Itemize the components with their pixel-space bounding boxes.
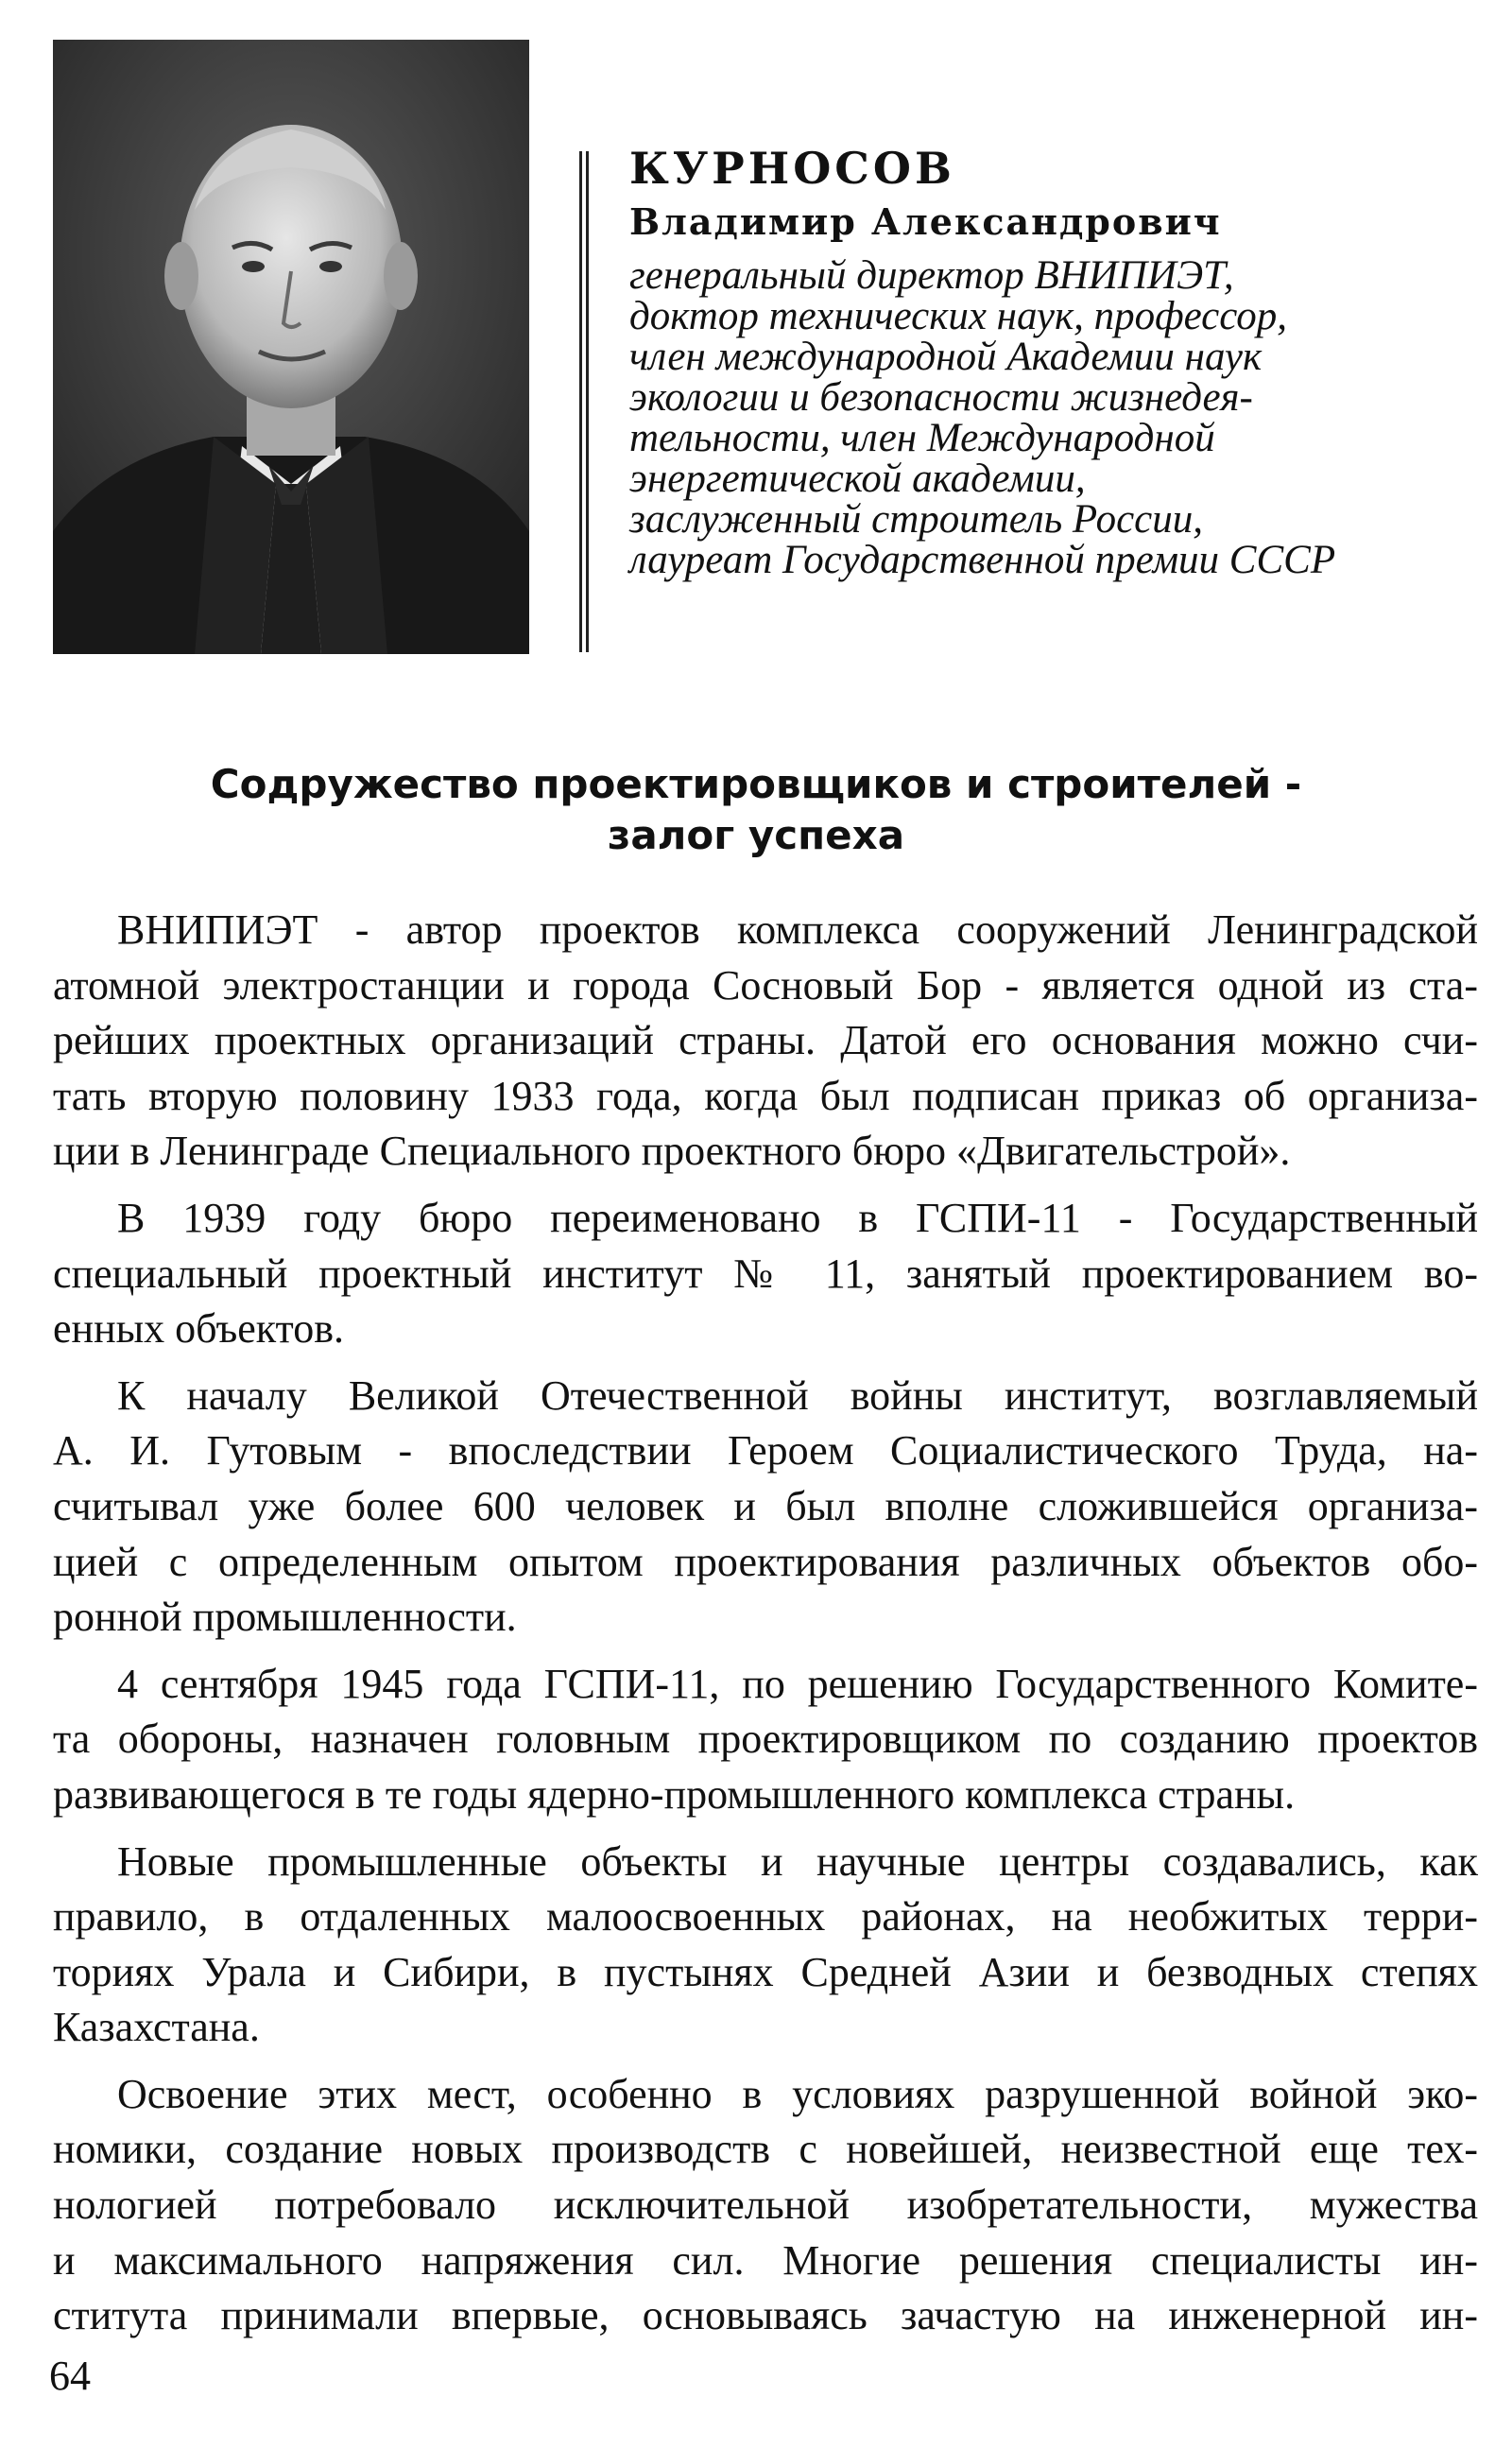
paragraph — [53, 1369, 1478, 1646]
text-line: специальный проектный институт № 11, занятый проектированием во- — [53, 1250, 1478, 1297]
text-line: правило, в отдаленных малоосвоенных районах, на необжитых терри- — [53, 1893, 1478, 1940]
portrait-illustration — [53, 40, 529, 654]
bio-titles — [629, 255, 1480, 580]
text-line: В 1939 году бюро переименовано в ГСПИ-11 - Государственный — [117, 1194, 1478, 1241]
text-line: цией с определенным опытом проектирования различных объектов обо- — [53, 1538, 1478, 1585]
text-line: ториях Урала и Сибири, в пустынях Средней Азии и безводных степях — [53, 1948, 1478, 1995]
text-line: тать вторую половину 1933 года, когда был подписан приказ об организа- — [53, 1072, 1478, 1119]
bio-title-line: заслуженный строитель России, — [629, 497, 1204, 542]
text-line: атомной электростанции и города Сосновый Бор - является одной из ста- — [53, 961, 1478, 1009]
text-line: енных объектов. — [53, 1305, 344, 1353]
text-line: Казахстана. — [53, 2004, 260, 2051]
paragraph — [53, 903, 1478, 1180]
text-line: рейших проектных организаций страны. Датой его основания можно счи- — [53, 1017, 1478, 1064]
bio-title-line: тельности, член Международной — [629, 416, 1215, 460]
text-line: А. И. Гутовым - впоследствии Героем Социалистического Труда, на- — [53, 1427, 1478, 1475]
bio-title-line: экологии и безопасности жизнедея- — [629, 375, 1253, 420]
bio-title-line: член международной Академии наук — [629, 335, 1263, 379]
paragraph — [53, 2067, 1478, 2344]
article-title-line: залог успеха — [607, 812, 905, 858]
article-body — [53, 903, 1478, 2355]
text-line: 4 сентября 1945 года ГСПИ-11, по решению Государственного Комите- — [117, 1660, 1478, 1707]
article-title — [85, 759, 1427, 861]
text-line: Освоение этих мест, особенно в условиях разрушенной войной эко- — [117, 2070, 1478, 2117]
portrait-photo — [53, 40, 529, 654]
paragraph — [53, 1835, 1478, 2056]
bio-title-line: генеральный директор ВНИПИЭТ, — [629, 253, 1234, 298]
bio-title-line: энергетической академии, — [629, 457, 1086, 501]
paragraph — [53, 1657, 1478, 1823]
bio-divider-lines — [579, 151, 589, 652]
text-line: Новые промышленные объекты и научные центры создавались, как — [117, 1837, 1478, 1885]
bio-title-line: лауреат Государственной премии СССР — [629, 538, 1336, 582]
text-line: развивающегося в те годы ядерно-промышленного комплекса страны. — [53, 1770, 1296, 1818]
surname: КУРНОСОВ — [629, 143, 955, 194]
text-line: ции в Ленинграде Специального проектного бюро «Двигательстрой». — [53, 1128, 1291, 1175]
text-line: ронной промышленности. — [53, 1594, 517, 1641]
bio-block — [629, 142, 1480, 580]
given-name: Владимир Александрович — [629, 200, 1222, 243]
bio-title-line: доктор технических наук, профессор, — [629, 294, 1288, 338]
text-line: ВНИПИЭТ - автор проектов комплекса сооружений Ленинградской — [117, 906, 1478, 953]
article-title-line: Содружество проектировщиков и строителей - — [210, 761, 1302, 807]
text-line: К началу Великой Отечественной войны институт, возглавляемый — [117, 1371, 1478, 1419]
text-line: нологией потребовало исключительной изобретательности, мужества — [53, 2182, 1478, 2229]
text-line: та обороны, назначен головным проектировщиком по созданию проектов — [53, 1716, 1478, 1763]
page-number: 64 — [49, 2353, 91, 2399]
text-line: ститута принимали впервые, основываясь зачастую на инженерной ин- — [53, 2292, 1478, 2339]
text-line: считывал уже более 600 человек и был вполне сложившейся организа- — [53, 1482, 1478, 1529]
paragraph — [53, 1191, 1478, 1357]
text-line: номики, создание новых производств с новейшей, неизвестной еще тех- — [53, 2126, 1478, 2173]
text-line: и максимального напряжения сил. Многие решения специалисты ин- — [53, 2236, 1478, 2284]
